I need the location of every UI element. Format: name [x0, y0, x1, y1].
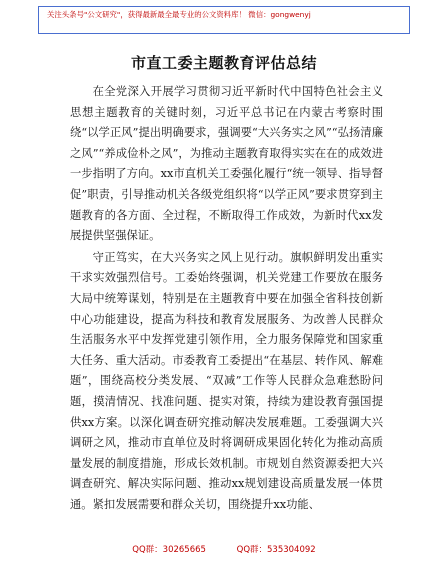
banner-line-1: 关注头条号"公文研究"，获得最新最全最专业的公文资料库！ 微信：gongwenyj — [47, 10, 311, 19]
paragraph-2: 守正笃实，在大兴务实之风上见行动。旗帜鲜明发出重实干求实效强烈信号。工委始终强调，机关党建工作要放在服务大局中统筹谋划，特别是在主题教育中要在加强全省科技创新中心功能建设，提高为科技和教育发展服务、为改善人民群众生活服务水平中发挥党建引领作用，全力服务保障党和国家重大任务、重大活动。市委教育工委提出“在基层、转作风、解难题”，围绕高校分类发展、“双减”工作等人民群众急难愁盼问题，摸清情况、找准问题、提实对策，持续为建设教育强国提供xx方案。以深化调查研究推动解决发展难题。工委强调大兴调研之风，推动市直单位及时将调研成果固化转化为推动高质量发展的制度措施，形成长效机制。市规划自然资源委把大兴调查研究、解决实际问题、推动xx规划建设高质量发展一体贯通。紧扣发展需要和群众关切，围绕提升xx功能、 — [70, 250, 383, 511]
footer-qq-group-2: QQ群：535304092 — [236, 545, 316, 555]
document-body — [70, 82, 383, 515]
footer-qq-group-1: QQ群：30265665 — [132, 545, 206, 555]
header-banner — [38, 6, 410, 34]
paragraph-1: 在全党深入开展学习贯彻习近平新时代中国特色社会主义思想主题教育的关键时刻，习近平总书记在内蒙古考察时围绕“以学正风”提出明确要求，强调要“大兴务实之风”“弘扬清廉之风”“养成俭朴之风”，为推动主题教育取得实实在在的成效进一步指明了方向。xx市直机关工委强化履行“统一领导、指导督促”职责，引导推动机关各级党组织将“以学正风”要求贯穿到主题教育的各方面、全过程，不断取得工作成效，为新时代xx发展提供坚强保证。 — [70, 85, 383, 243]
document-title: 市直工委主题教育评估总结 — [130, 54, 317, 72]
footer — [0, 543, 448, 555]
